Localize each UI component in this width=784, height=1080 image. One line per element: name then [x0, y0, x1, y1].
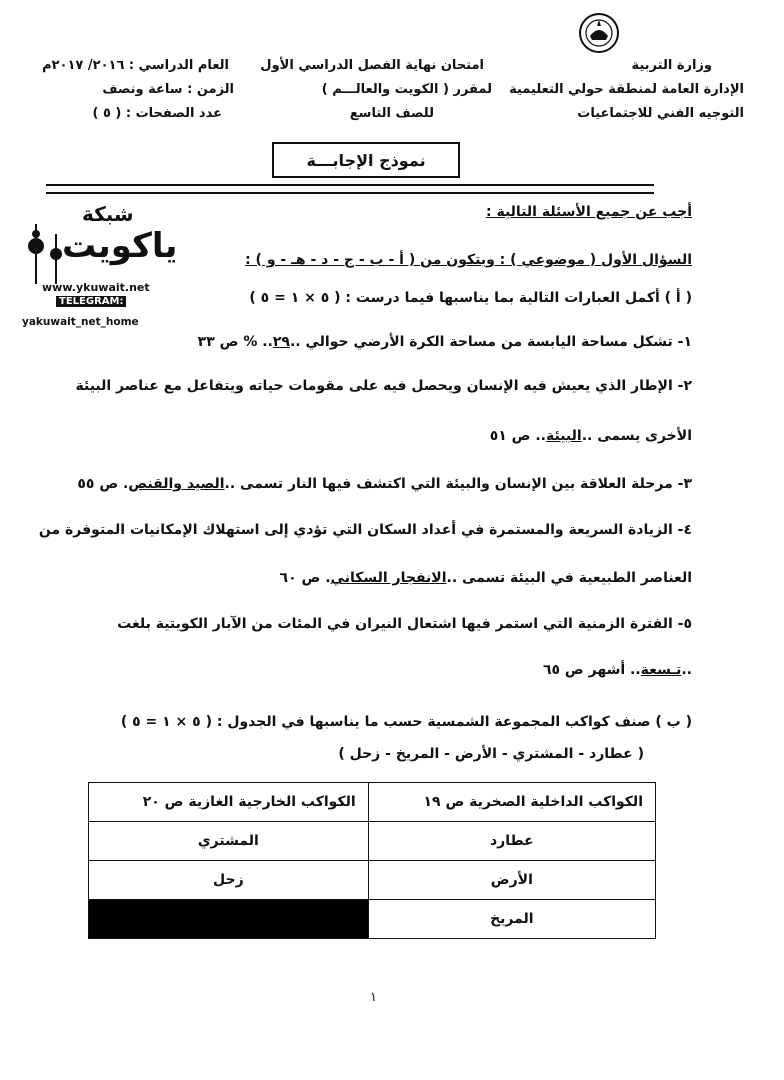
- part-b-options: ( عطارد - المشتري - الأرض - المريخ - زحل ): [338, 746, 644, 762]
- header-supervision: التوجيه الفني للاجتماعيات: [577, 106, 744, 121]
- blacked-out-cell: [89, 900, 369, 939]
- logo-brand-main: ياكويت: [62, 226, 178, 266]
- item-4-answer: الانفجار السكاني: [330, 570, 447, 586]
- item-4-line-1: ٤- الزيادة السريعة والمستمرة في أعداد السكان التي تؤدي إلى استهلاك الإمكانيات المتوفرة من: [38, 522, 692, 538]
- header-page-count: عدد الصفحات : ( ٥ ): [92, 106, 222, 121]
- watermark-logo: [22, 198, 178, 333]
- item-4-tail: . ص ٦٠: [279, 570, 331, 586]
- item-1-answer: ٢٩: [272, 334, 290, 350]
- planets-table: [88, 782, 656, 939]
- question-1-heading: السؤال الأول ( موضوعي ) : ويتكون من ( أ - ب - ج - د - هـ - و ) :: [245, 252, 692, 268]
- item-2-text: الأخرى يسمى ..: [581, 428, 692, 444]
- instructions: أجب عن جميع الأسئلة التالية :: [486, 204, 692, 220]
- logo-handle: yakuwait_net_home: [22, 316, 139, 328]
- header-exam-title: امتحان نهاية الفصل الدراسي الأول: [260, 58, 484, 73]
- header-duration: الزمن : ساعة ونصف: [102, 82, 234, 97]
- table-cell: عطارد: [368, 822, 655, 861]
- page-number: ١: [370, 990, 377, 1005]
- table-cell: المريخ: [368, 900, 655, 939]
- answer-key-title: نموذج الإجابـــة: [272, 142, 460, 178]
- table-header-row: [89, 783, 656, 822]
- column-outer-planets: الكواكب الخارجية الغازية ص ٢٠: [89, 783, 369, 822]
- header-ministry: وزارة التربية: [631, 58, 712, 73]
- double-divider: [46, 184, 654, 194]
- item-2-line-1: ٢- الإطار الذي يعيش فيه الإنسان ويحصل فيه على مقومات حياته ويتفاعل مع عناصر البيئة: [75, 378, 692, 394]
- table-row: [89, 900, 656, 939]
- header-school-year: العام الدراسي : ٢٠١٦/ ٢٠١٧م: [42, 58, 229, 73]
- logo-brand-top: شبكة: [82, 202, 134, 226]
- table-cell: الأرض: [368, 861, 655, 900]
- part-a-heading: ( أ ) أكمل العبارات التالية بما يناسبها فيما درست : ( ٥ × ١ = ٥ ): [249, 290, 692, 306]
- header-grade: للصف التاسع: [349, 106, 434, 121]
- header-directorate: الإدارة العامة لمنطقة حولي التعليمية: [509, 82, 744, 97]
- item-1-text: ١- تشكل مساحة اليابسة من مساحة الكرة الأرضي حوالي ..: [289, 334, 692, 350]
- table-row: [89, 822, 656, 861]
- part-b-heading: ( ب ) صنف كواكب المجموعة الشمسية حسب ما يناسبها في الجدول : ( ٥ × ١ = ٥ ): [120, 714, 692, 730]
- item-3-tail: . ص ٥٥: [77, 476, 129, 492]
- column-inner-planets: الكواكب الداخلية الصخرية ص ١٩: [368, 783, 655, 822]
- item-3: [77, 476, 692, 492]
- table-cell: زحل: [89, 861, 369, 900]
- logo-telegram: TELEGRAM:: [56, 296, 126, 307]
- item-5: [543, 662, 692, 678]
- item-5-tail: .. أشهر ص ٦٥: [542, 662, 641, 678]
- item-2-answer: البيئة: [546, 428, 582, 444]
- item-1-tail: .. % ص ٣٣: [197, 334, 273, 350]
- logo-site: www.ykuwait.net: [42, 281, 150, 294]
- item-4: [280, 570, 692, 586]
- item-3-answer: الصيد والقنص: [128, 476, 225, 492]
- item-2-tail: .. ص ٥١: [489, 428, 546, 444]
- header-course: لمقرر ( الكويت والعالـــم ): [321, 82, 492, 97]
- item-3-text: ٣- مرحلة العلاقة بين الإنسان والبيئة التي اكتشف فيها النار تسمى ..: [224, 476, 692, 492]
- ministry-emblem-icon: [578, 12, 620, 54]
- item-2: [490, 428, 692, 444]
- item-4-text: العناصر الطبيعية في البيئة تسمى ..: [446, 570, 692, 586]
- item-1: [198, 334, 692, 350]
- item-5-text: ..: [681, 662, 692, 678]
- item-5-line-1: ٥- الفترة الزمنية التي استمر فيها اشتعال النيران في المئات من الآبار الكويتية بلغت: [117, 616, 692, 632]
- table-row: [89, 861, 656, 900]
- item-5-answer: تـسعة: [640, 662, 682, 678]
- table-cell: المشتري: [89, 822, 369, 861]
